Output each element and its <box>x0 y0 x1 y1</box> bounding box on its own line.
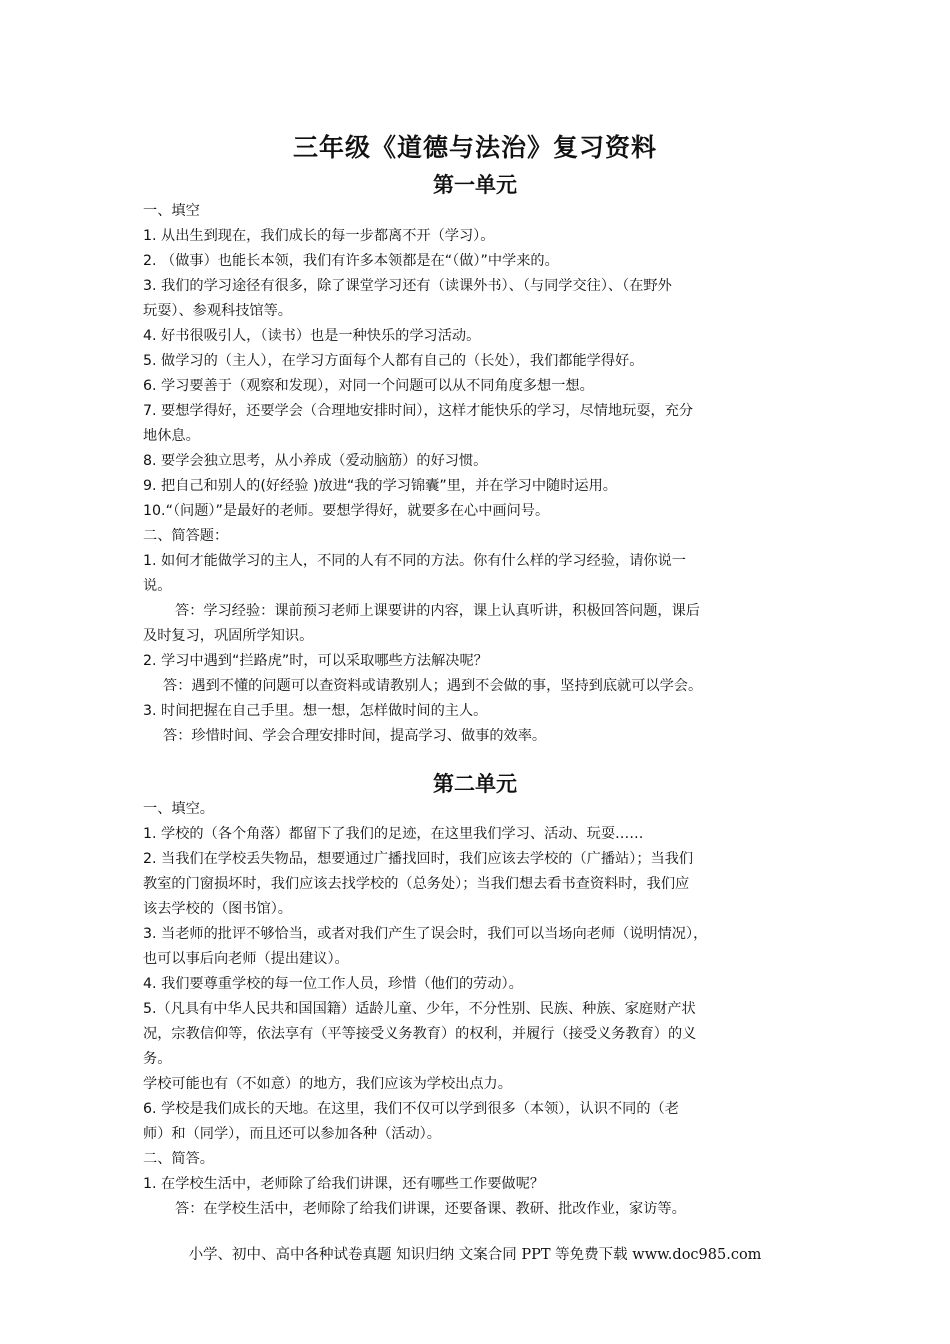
text-line: 5.（凡具有中华人民共和国国籍）适龄儿童、少年，不分性别、民族、种族、家庭财产状 <box>143 1001 696 1017</box>
text-line: 2. 当我们在学校丢失物品，想要通过广播找回时，我们应该去学校的（广播站）；当我们 <box>143 851 694 867</box>
text-line: 答：遇到不懂的问题可以查资料或请教别人；遇到不会做的事，坚持到底就可以学会。 <box>163 678 703 694</box>
unit1-content <box>143 199 811 749</box>
text-line: 答：珍惜时间、学会合理安排时间，提高学习、做事的效率。 <box>163 728 547 744</box>
unit1-heading: 第一单元 <box>433 173 517 197</box>
text-line: 1. 学校的（各个角落）都留下了我们的足迹，在这里我们学习、活动、玩耍…… <box>143 826 644 842</box>
text-line: 说。 <box>143 578 172 594</box>
text-line: 玩耍）、参观科技馆等。 <box>143 303 292 319</box>
text-line: 1. 从出生到现在，我们成长的每一步都离不开（学习）。 <box>143 228 495 244</box>
text-line: 9. 把自己和别人的(好经验 )放进“我的学习锦囊”里，并在学习中随时运用。 <box>143 478 617 494</box>
text-line: 一、填空。 <box>143 801 214 817</box>
text-line: 10.“（问题）”是最好的老师。要想学得好，就要多在心中画问号。 <box>143 503 550 519</box>
text-line: 3. 当老师的批评不够恰当，或者对我们产生了误会时，我们可以当场向老师（说明情况）， <box>143 926 708 942</box>
text-line: 二、简答。 <box>143 1151 214 1167</box>
document-title: 三年级《道德与法治》复习资料 <box>292 133 657 162</box>
text-line: 3. 时间把握在自己手里。想一想，怎样做时间的主人。 <box>143 703 488 719</box>
text-line: 6. 学校是我们成长的天地。在这里，我们不仅可以学到很多（本领），认识不同的（老 <box>143 1101 679 1117</box>
unit2-content <box>143 797 811 1222</box>
text-line: 及时复习，巩固所学知识。 <box>143 628 314 644</box>
text-line: 7. 要想学得好，还要学会（合理地安排时间），这样才能快乐的学习，尽情地玩耍，充分 <box>143 403 694 419</box>
text-line: 况，宗教信仰等，依法享有（平等接受义务教育）的权利，并履行（接受义务教育）的义 <box>143 1026 697 1042</box>
text-line: 5. 做学习的（主人），在学习方面每个人都有自己的（长处），我们都能学得好。 <box>143 353 644 369</box>
text-line: 该去学校的（图书馆）。 <box>143 901 292 917</box>
text-line: 师）和（同学），而且还可以参加各种（活动）。 <box>143 1126 441 1142</box>
text-line: 答：在学校生活中，老师除了给我们讲课，还要备课、教研、批改作业，家访等。 <box>175 1201 686 1217</box>
footer-note: 小学、初中、高中各种试卷真题 知识归纳 文案合同 PPT 等免费下载 www.doc985.com <box>188 1247 762 1263</box>
text-line: 2. 学习中遇到“拦路虎”时，可以采取哪些方法解决呢？ <box>143 653 488 669</box>
text-line: 3. 我们的学习途径有很多，除了课堂学习还有（读课外书）、（与同学交往）、（在野外 <box>143 278 672 294</box>
unit2-heading: 第二单元 <box>433 772 517 796</box>
text-line: 一、填空 <box>143 203 200 219</box>
text-line: 6. 学习要善于（观察和发现），对同一个问题可以从不同角度多想一想。 <box>143 378 594 394</box>
text-line: 地休息。 <box>143 428 200 444</box>
text-line: 教室的门窗损坏时，我们应该去找学校的（总务处）；当我们想去看书查资料时，我们应 <box>143 876 690 892</box>
text-line: 学校可能也有（不如意）的地方，我们应该为学校出点力。 <box>143 1076 512 1092</box>
text-line: 1. 在学校生活中，老师除了给我们讲课，还有哪些工作要做呢？ <box>143 1176 545 1192</box>
text-line: 4. 好书很吸引人，（读书）也是一种快乐的学习活动。 <box>143 328 481 344</box>
text-line: 2. （做事）也能长本领，我们有许多本领都是在“（做）”中学来的。 <box>143 253 559 269</box>
text-line: 务。 <box>143 1051 172 1067</box>
text-line: 答：学习经验：课前预习老师上课要讲的内容，课上认真听讲，积极回答问题，课后 <box>175 603 700 619</box>
text-line: 4. 我们要尊重学校的每一位工作人员，珍惜（他们的劳动）。 <box>143 976 523 992</box>
text-line: 1. 如何才能做学习的主人，不同的人有不同的方法。你有什么样的学习经验，请你说一 <box>143 553 686 569</box>
text-line: 也可以事后向老师（提出建议）。 <box>143 951 349 967</box>
text-line: 8. 要学会独立思考，从小养成（爱动脑筋）的好习惯。 <box>143 453 488 469</box>
text-line: 二、简答题： <box>143 528 229 544</box>
